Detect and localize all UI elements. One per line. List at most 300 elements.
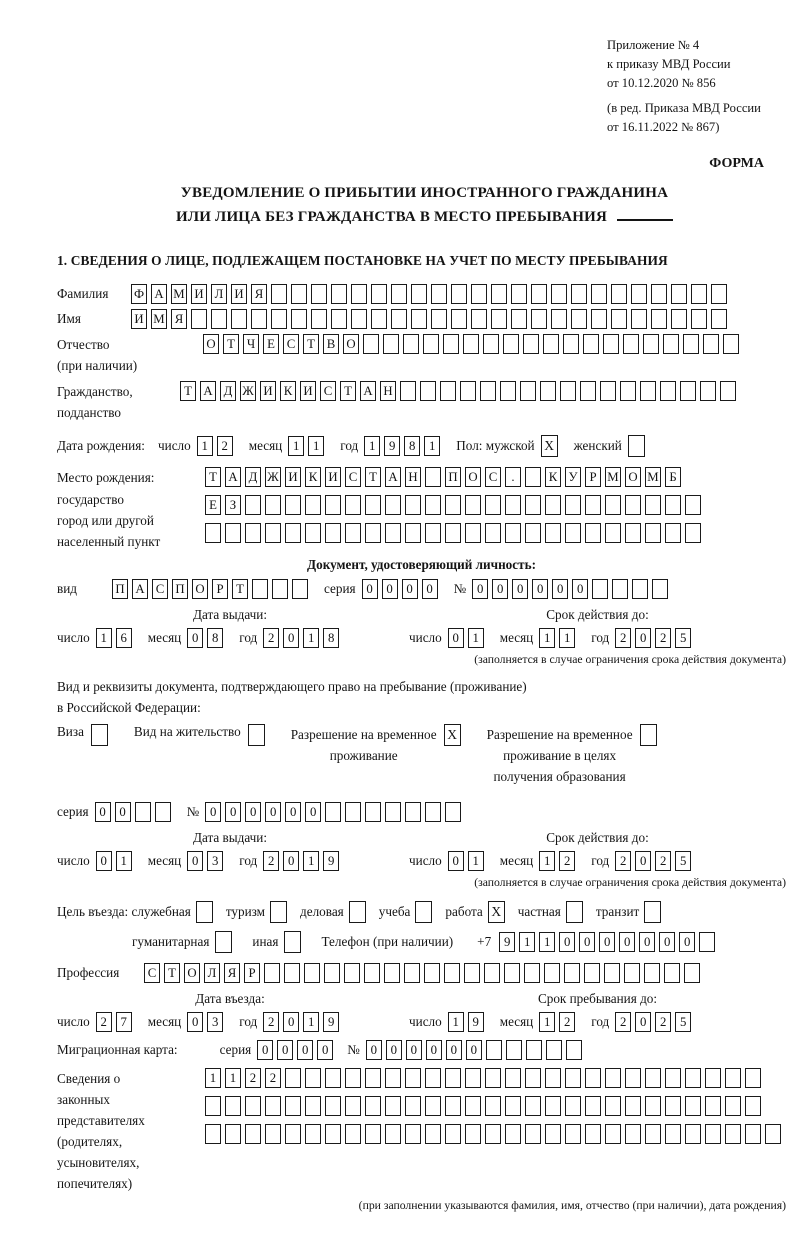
char-box[interactable]: П — [112, 579, 128, 599]
char-box[interactable] — [464, 963, 480, 983]
char-box[interactable] — [425, 1124, 441, 1144]
char-box[interactable]: О — [343, 334, 359, 354]
char-box[interactable]: 1 — [448, 1012, 464, 1032]
char-box[interactable]: Т — [223, 334, 239, 354]
char-box[interactable]: 1 — [205, 1068, 221, 1088]
char-box[interactable]: 0 — [187, 628, 203, 648]
char-box[interactable] — [531, 309, 547, 329]
char-box[interactable] — [505, 1096, 521, 1116]
char-box[interactable]: 5 — [675, 851, 691, 871]
char-box[interactable] — [465, 1124, 481, 1144]
char-box[interactable]: 0 — [96, 851, 112, 871]
char-box[interactable]: Т — [164, 963, 180, 983]
char-box[interactable]: 0 — [366, 1040, 382, 1060]
char-box[interactable]: 1 — [424, 436, 440, 456]
char-box[interactable] — [505, 523, 521, 543]
char-box[interactable]: 8 — [207, 628, 223, 648]
char-box[interactable]: 0 — [492, 579, 508, 599]
char-box[interactable] — [711, 284, 727, 304]
char-box[interactable]: 1 — [559, 628, 575, 648]
char-box[interactable]: М — [171, 284, 187, 304]
char-box[interactable]: 9 — [384, 436, 400, 456]
char-box[interactable]: Т — [340, 381, 356, 401]
char-box[interactable]: 0 — [466, 1040, 482, 1060]
char-box[interactable] — [305, 1096, 321, 1116]
char-box[interactable]: 0 — [619, 932, 635, 952]
char-box[interactable] — [705, 1068, 721, 1088]
char-box[interactable]: 0 — [187, 1012, 203, 1032]
char-box[interactable] — [284, 963, 300, 983]
char-box[interactable] — [365, 523, 381, 543]
char-box[interactable]: С — [283, 334, 299, 354]
char-box[interactable]: С — [320, 381, 336, 401]
char-box[interactable] — [364, 963, 380, 983]
char-box[interactable]: Б — [665, 467, 681, 487]
char-box[interactable]: О — [203, 334, 219, 354]
char-box[interactable] — [265, 495, 281, 515]
char-box[interactable]: К — [545, 467, 561, 487]
char-box[interactable] — [585, 1124, 601, 1144]
checkbox-visa[interactable] — [91, 724, 108, 746]
char-box[interactable] — [403, 334, 419, 354]
char-box[interactable] — [265, 1124, 281, 1144]
char-box[interactable]: 0 — [679, 932, 695, 952]
char-box[interactable] — [691, 284, 707, 304]
char-box[interactable] — [445, 523, 461, 543]
char-box[interactable] — [545, 1068, 561, 1088]
char-box[interactable] — [632, 579, 648, 599]
char-box[interactable]: 2 — [559, 1012, 575, 1032]
char-box[interactable]: 1 — [96, 628, 112, 648]
char-box[interactable] — [405, 1096, 421, 1116]
char-box[interactable] — [191, 309, 207, 329]
char-box[interactable]: Е — [263, 334, 279, 354]
char-box[interactable] — [445, 495, 461, 515]
char-box[interactable]: 1 — [468, 851, 484, 871]
char-box[interactable]: О — [465, 467, 481, 487]
char-box[interactable]: 2 — [655, 628, 671, 648]
char-box[interactable]: . — [505, 467, 521, 487]
char-box[interactable]: П — [172, 579, 188, 599]
char-box[interactable] — [385, 1096, 401, 1116]
char-box[interactable] — [571, 284, 587, 304]
char-box[interactable]: 0 — [317, 1040, 333, 1060]
char-box[interactable]: 0 — [305, 802, 321, 822]
char-box[interactable] — [745, 1068, 761, 1088]
char-box[interactable] — [485, 1096, 501, 1116]
char-box[interactable] — [665, 495, 681, 515]
char-box[interactable]: 0 — [115, 802, 131, 822]
char-box[interactable] — [205, 1124, 221, 1144]
char-box[interactable]: 0 — [283, 1012, 299, 1032]
char-box[interactable]: И — [300, 381, 316, 401]
char-box[interactable] — [485, 1068, 501, 1088]
char-box[interactable] — [691, 309, 707, 329]
char-box[interactable] — [365, 1068, 381, 1088]
char-box[interactable] — [605, 1068, 621, 1088]
char-box[interactable] — [625, 495, 641, 515]
char-box[interactable]: 2 — [615, 628, 631, 648]
char-box[interactable] — [685, 1124, 701, 1144]
char-box[interactable] — [665, 523, 681, 543]
char-box[interactable] — [251, 309, 267, 329]
char-box[interactable]: 1 — [308, 436, 324, 456]
char-box[interactable]: Ч — [243, 334, 259, 354]
char-box[interactable] — [365, 1096, 381, 1116]
char-box[interactable]: 0 — [426, 1040, 442, 1060]
char-box[interactable] — [292, 579, 308, 599]
char-box[interactable] — [331, 284, 347, 304]
char-box[interactable] — [411, 309, 427, 329]
checkbox-official[interactable] — [196, 901, 213, 923]
char-box[interactable] — [651, 309, 667, 329]
char-box[interactable] — [155, 802, 171, 822]
char-box[interactable] — [705, 1096, 721, 1116]
char-box[interactable]: М — [151, 309, 167, 329]
char-box[interactable] — [344, 963, 360, 983]
char-box[interactable] — [603, 334, 619, 354]
char-box[interactable]: Н — [380, 381, 396, 401]
char-box[interactable]: 2 — [615, 851, 631, 871]
char-box[interactable] — [485, 495, 501, 515]
char-box[interactable]: 0 — [552, 579, 568, 599]
char-box[interactable] — [671, 309, 687, 329]
char-box[interactable]: 0 — [402, 579, 418, 599]
char-box[interactable]: И — [191, 284, 207, 304]
char-box[interactable]: 0 — [448, 628, 464, 648]
char-box[interactable] — [592, 579, 608, 599]
char-box[interactable] — [385, 495, 401, 515]
char-box[interactable]: Р — [585, 467, 601, 487]
char-box[interactable] — [745, 1096, 761, 1116]
char-box[interactable] — [265, 523, 281, 543]
char-box[interactable] — [420, 381, 436, 401]
char-box[interactable] — [325, 495, 341, 515]
char-box[interactable]: О — [625, 467, 641, 487]
char-box[interactable]: И — [131, 309, 147, 329]
char-box[interactable] — [205, 1096, 221, 1116]
char-box[interactable] — [324, 963, 340, 983]
char-box[interactable] — [565, 523, 581, 543]
char-box[interactable]: Л — [204, 963, 220, 983]
char-box[interactable] — [651, 284, 667, 304]
char-box[interactable]: 0 — [635, 1012, 651, 1032]
char-box[interactable] — [683, 334, 699, 354]
char-box[interactable] — [540, 381, 556, 401]
char-box[interactable] — [565, 1068, 581, 1088]
char-box[interactable] — [385, 802, 401, 822]
char-box[interactable]: Р — [244, 963, 260, 983]
char-box[interactable] — [471, 284, 487, 304]
char-box[interactable] — [580, 381, 596, 401]
checkbox-humanitarian[interactable] — [215, 931, 232, 953]
char-box[interactable]: 0 — [635, 851, 651, 871]
char-box[interactable]: 2 — [96, 1012, 112, 1032]
char-box[interactable] — [665, 1124, 681, 1144]
char-box[interactable] — [545, 523, 561, 543]
char-box[interactable] — [605, 523, 621, 543]
char-box[interactable] — [504, 963, 520, 983]
char-box[interactable] — [484, 963, 500, 983]
char-box[interactable]: Т — [232, 579, 248, 599]
char-box[interactable] — [285, 523, 301, 543]
char-box[interactable] — [225, 523, 241, 543]
char-box[interactable] — [411, 284, 427, 304]
char-box[interactable] — [425, 523, 441, 543]
char-box[interactable] — [525, 1096, 541, 1116]
char-box[interactable] — [425, 467, 441, 487]
char-box[interactable] — [644, 963, 660, 983]
char-box[interactable] — [564, 963, 580, 983]
checkbox-private[interactable] — [566, 901, 583, 923]
char-box[interactable] — [445, 802, 461, 822]
char-box[interactable] — [272, 579, 288, 599]
char-box[interactable]: Д — [245, 467, 261, 487]
char-box[interactable] — [611, 284, 627, 304]
char-box[interactable]: 2 — [559, 851, 575, 871]
char-box[interactable]: Ж — [265, 467, 281, 487]
char-box[interactable] — [245, 1124, 261, 1144]
char-box[interactable]: А — [360, 381, 376, 401]
char-box[interactable]: А — [200, 381, 216, 401]
char-box[interactable]: 0 — [579, 932, 595, 952]
char-box[interactable] — [445, 1096, 461, 1116]
checkbox-transit[interactable] — [644, 901, 661, 923]
char-box[interactable]: 0 — [422, 579, 438, 599]
char-box[interactable]: 0 — [406, 1040, 422, 1060]
char-box[interactable] — [231, 309, 247, 329]
checkbox-temp-residence-education[interactable] — [640, 724, 657, 746]
char-box[interactable] — [405, 495, 421, 515]
char-box[interactable] — [385, 1068, 401, 1088]
char-box[interactable]: 1 — [197, 436, 213, 456]
char-box[interactable]: И — [231, 284, 247, 304]
char-box[interactable] — [311, 284, 327, 304]
char-box[interactable] — [264, 963, 280, 983]
char-box[interactable] — [571, 309, 587, 329]
char-box[interactable] — [431, 309, 447, 329]
char-box[interactable] — [665, 1096, 681, 1116]
char-box[interactable] — [485, 1124, 501, 1144]
char-box[interactable] — [325, 1124, 341, 1144]
char-box[interactable]: З — [225, 495, 241, 515]
char-box[interactable] — [645, 523, 661, 543]
char-box[interactable] — [391, 309, 407, 329]
char-box[interactable] — [444, 963, 460, 983]
char-box[interactable] — [404, 963, 420, 983]
char-box[interactable]: Д — [220, 381, 236, 401]
char-box[interactable]: 1 — [225, 1068, 241, 1088]
char-box[interactable] — [345, 523, 361, 543]
char-box[interactable] — [605, 1124, 621, 1144]
char-box[interactable] — [685, 1068, 701, 1088]
char-box[interactable] — [546, 1040, 562, 1060]
char-box[interactable] — [135, 802, 151, 822]
char-box[interactable] — [525, 523, 541, 543]
char-box[interactable]: 0 — [283, 851, 299, 871]
char-box[interactable] — [640, 381, 656, 401]
char-box[interactable] — [460, 381, 476, 401]
checkbox-work[interactable]: X — [488, 901, 505, 923]
char-box[interactable] — [385, 1124, 401, 1144]
char-box[interactable]: 0 — [635, 628, 651, 648]
char-box[interactable]: 0 — [472, 579, 488, 599]
char-box[interactable] — [365, 495, 381, 515]
char-box[interactable] — [425, 1068, 441, 1088]
char-box[interactable]: Т — [365, 467, 381, 487]
char-box[interactable] — [624, 963, 640, 983]
char-box[interactable]: 2 — [265, 1068, 281, 1088]
char-box[interactable]: 0 — [448, 851, 464, 871]
char-box[interactable] — [285, 1068, 301, 1088]
char-box[interactable] — [245, 523, 261, 543]
char-box[interactable] — [345, 495, 361, 515]
char-box[interactable] — [291, 284, 307, 304]
char-box[interactable] — [245, 1096, 261, 1116]
char-box[interactable]: Т — [180, 381, 196, 401]
char-box[interactable]: 1 — [364, 436, 380, 456]
char-box[interactable]: 8 — [323, 628, 339, 648]
char-box[interactable] — [560, 381, 576, 401]
char-box[interactable]: 0 — [572, 579, 588, 599]
char-box[interactable]: О — [184, 963, 200, 983]
char-box[interactable] — [465, 523, 481, 543]
char-box[interactable]: 1 — [468, 628, 484, 648]
char-box[interactable] — [365, 1124, 381, 1144]
char-box[interactable] — [271, 284, 287, 304]
char-box[interactable] — [620, 381, 636, 401]
char-box[interactable] — [211, 309, 227, 329]
char-box[interactable]: 6 — [116, 628, 132, 648]
char-box[interactable] — [363, 334, 379, 354]
char-box[interactable] — [525, 467, 541, 487]
char-box[interactable] — [345, 1068, 361, 1088]
char-box[interactable] — [545, 1124, 561, 1144]
char-box[interactable] — [305, 1124, 321, 1144]
char-box[interactable] — [543, 334, 559, 354]
char-box[interactable] — [425, 1096, 441, 1116]
char-box[interactable] — [725, 1096, 741, 1116]
char-box[interactable] — [605, 1096, 621, 1116]
checkbox-study[interactable] — [415, 901, 432, 923]
char-box[interactable]: 8 — [404, 436, 420, 456]
char-box[interactable]: В — [323, 334, 339, 354]
char-box[interactable] — [723, 334, 739, 354]
char-box[interactable]: 0 — [639, 932, 655, 952]
char-box[interactable]: М — [645, 467, 661, 487]
char-box[interactable] — [305, 495, 321, 515]
char-box[interactable]: 2 — [655, 851, 671, 871]
char-box[interactable] — [699, 932, 715, 952]
char-box[interactable] — [645, 1124, 661, 1144]
char-box[interactable] — [425, 802, 441, 822]
char-box[interactable]: 0 — [297, 1040, 313, 1060]
char-box[interactable] — [451, 284, 467, 304]
char-box[interactable] — [325, 1068, 341, 1088]
char-box[interactable]: А — [385, 467, 401, 487]
char-box[interactable]: 3 — [207, 851, 223, 871]
char-box[interactable]: 9 — [499, 932, 515, 952]
char-box[interactable] — [365, 802, 381, 822]
char-box[interactable] — [544, 963, 560, 983]
char-box[interactable]: 1 — [303, 1012, 319, 1032]
char-box[interactable] — [585, 1068, 601, 1088]
char-box[interactable]: 0 — [277, 1040, 293, 1060]
char-box[interactable] — [480, 381, 496, 401]
char-box[interactable]: Т — [303, 334, 319, 354]
char-box[interactable] — [311, 309, 327, 329]
char-box[interactable] — [652, 579, 668, 599]
char-box[interactable]: 0 — [225, 802, 241, 822]
char-box[interactable] — [345, 1124, 361, 1144]
char-box[interactable]: 1 — [303, 851, 319, 871]
char-box[interactable]: 0 — [446, 1040, 462, 1060]
char-box[interactable] — [424, 963, 440, 983]
char-box[interactable] — [485, 523, 501, 543]
char-box[interactable] — [671, 284, 687, 304]
char-box[interactable] — [425, 495, 441, 515]
char-box[interactable] — [565, 1124, 581, 1144]
char-box[interactable] — [765, 1124, 781, 1144]
char-box[interactable] — [700, 381, 716, 401]
char-box[interactable]: 2 — [245, 1068, 261, 1088]
char-box[interactable] — [445, 1068, 461, 1088]
char-box[interactable]: Р — [212, 579, 228, 599]
char-box[interactable] — [405, 802, 421, 822]
char-box[interactable]: 0 — [512, 579, 528, 599]
char-box[interactable]: 2 — [263, 1012, 279, 1032]
char-box[interactable]: 0 — [532, 579, 548, 599]
char-box[interactable]: А — [225, 467, 241, 487]
char-box[interactable] — [345, 802, 361, 822]
checkbox-tourism[interactable] — [270, 901, 287, 923]
char-box[interactable] — [305, 523, 321, 543]
char-box[interactable] — [325, 802, 341, 822]
char-box[interactable] — [625, 523, 641, 543]
char-box[interactable] — [285, 1124, 301, 1144]
char-box[interactable] — [471, 309, 487, 329]
char-box[interactable] — [371, 309, 387, 329]
char-box[interactable] — [505, 1124, 521, 1144]
char-box[interactable] — [205, 523, 221, 543]
char-box[interactable] — [663, 334, 679, 354]
char-box[interactable] — [725, 1124, 741, 1144]
char-box[interactable]: 0 — [257, 1040, 273, 1060]
char-box[interactable]: 1 — [288, 436, 304, 456]
char-box[interactable]: И — [325, 467, 341, 487]
char-box[interactable] — [511, 309, 527, 329]
char-box[interactable] — [625, 1124, 641, 1144]
char-box[interactable]: 0 — [187, 851, 203, 871]
char-box[interactable] — [511, 284, 527, 304]
char-box[interactable]: Л — [211, 284, 227, 304]
char-box[interactable]: Я — [251, 284, 267, 304]
char-box[interactable] — [465, 1096, 481, 1116]
char-box[interactable]: 1 — [519, 932, 535, 952]
char-box[interactable] — [631, 284, 647, 304]
char-box[interactable]: 0 — [245, 802, 261, 822]
char-box[interactable] — [725, 1068, 741, 1088]
char-box[interactable]: М — [605, 467, 621, 487]
char-box[interactable]: 1 — [539, 1012, 555, 1032]
char-box[interactable]: А — [132, 579, 148, 599]
char-box[interactable] — [565, 495, 581, 515]
char-box[interactable] — [525, 1124, 541, 1144]
char-box[interactable]: 0 — [659, 932, 675, 952]
char-box[interactable] — [445, 1124, 461, 1144]
char-box[interactable]: 1 — [539, 851, 555, 871]
char-box[interactable] — [252, 579, 268, 599]
